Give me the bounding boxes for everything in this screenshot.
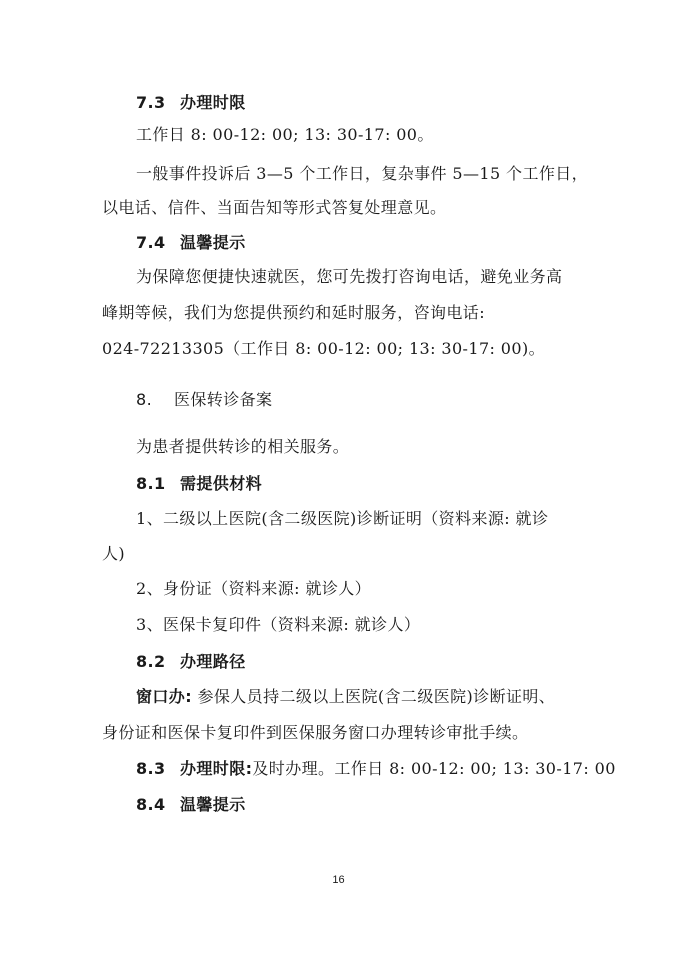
section-title: 办理时限 bbox=[180, 93, 246, 112]
paragraph-line: 身份证和医保卡复印件到医保服务窗口办理转诊审批手续。 bbox=[102, 723, 529, 742]
section-8-4-heading bbox=[136, 794, 246, 816]
section-8-3-line bbox=[136, 758, 616, 780]
section-number: 8.1 bbox=[136, 474, 166, 493]
paragraph-line bbox=[136, 686, 555, 708]
section-number: 7.4 bbox=[136, 233, 166, 252]
section-title: 医保转诊备案 bbox=[174, 390, 273, 409]
paragraph-line: 为保障您便捷快速就医，您可先拨打咨询电话，避免业务高 bbox=[136, 267, 563, 286]
section-title: 温馨提示 bbox=[180, 795, 246, 814]
window-label: 窗口办: bbox=[136, 687, 192, 706]
section-number: 8. bbox=[136, 390, 153, 409]
paragraph-line: 峰期等候，我们为您提供预约和延时服务，咨询电话: bbox=[102, 303, 485, 322]
section-title: 需提供材料 bbox=[180, 474, 263, 493]
section-number: 7.3 bbox=[136, 93, 166, 112]
section-7-4-heading bbox=[136, 232, 246, 254]
section-text: 及时办理。工作日 8: 00-12: 00; 13: 30-17: 00 bbox=[252, 759, 616, 778]
section-number: 8.4 bbox=[136, 795, 166, 814]
section-number: 8.2 bbox=[136, 652, 166, 671]
list-item: 3、医保卡复印件（资料来源: 就诊人） bbox=[136, 615, 421, 634]
list-item-continuation: 人) bbox=[102, 544, 126, 563]
section-title: 办理路径 bbox=[180, 652, 246, 671]
paragraph-line: 以电话、信件、当面告知等形式答复处理意见。 bbox=[102, 198, 447, 217]
section-8-2-heading bbox=[136, 651, 246, 673]
list-item: 2、身份证（资料来源: 就诊人） bbox=[136, 579, 372, 598]
list-item: 1、二级以上医院(含二级医院)诊断证明（资料来源: 就诊 bbox=[136, 509, 549, 528]
section-number: 8.3 bbox=[136, 759, 166, 778]
section-title: 温馨提示 bbox=[180, 233, 246, 252]
section-8-1-heading bbox=[136, 473, 262, 495]
paragraph-line: 一般事件投诉后 3—5 个工作日，复杂事件 5—15 个工作日， bbox=[136, 164, 589, 183]
paragraph-line: 为患者提供转诊的相关服务。 bbox=[136, 437, 350, 456]
page-number: 16 bbox=[332, 874, 345, 886]
paragraph-text: 参保人员持二级以上医院(含二级医院)诊断证明、 bbox=[192, 687, 556, 706]
section-label: 办理时限: bbox=[180, 759, 253, 778]
section-8-heading bbox=[136, 389, 272, 411]
paragraph-line: 024-72213305（工作日 8: 00-12: 00; 13: 30-17: 00)。 bbox=[102, 339, 546, 358]
paragraph-line: 工作日 8: 00-12: 00; 13: 30-17: 00。 bbox=[136, 125, 434, 144]
section-7-3-heading bbox=[136, 92, 246, 114]
